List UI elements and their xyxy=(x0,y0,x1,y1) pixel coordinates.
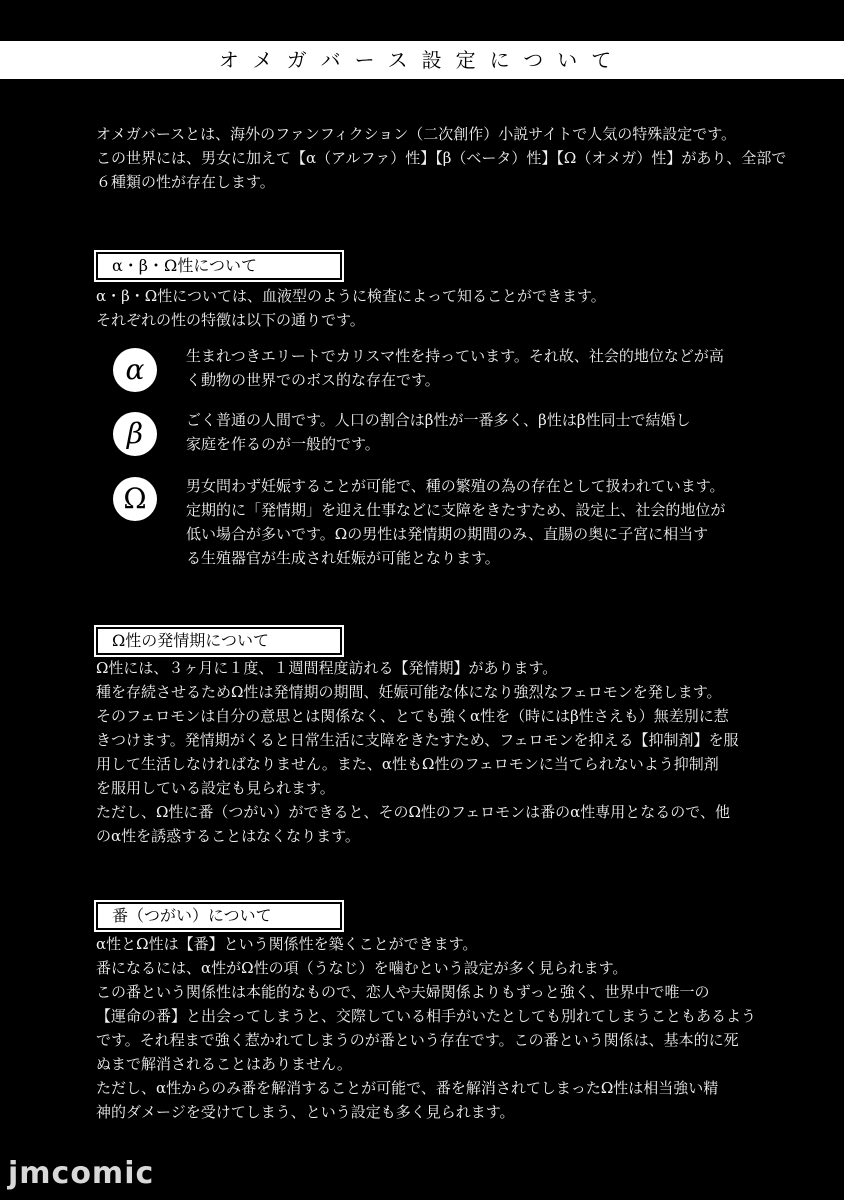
beta-description xyxy=(186,408,756,456)
section3-line: α性とΩ性は【番】という関係性を築くことができます。 xyxy=(96,935,478,953)
section1-line: α・β・Ω性については、血液型のように検査によって知ることができます。 xyxy=(96,287,606,305)
section3-line: ぬまで解消されることはありません。 xyxy=(96,1055,352,1073)
section2-line: のα性を誘惑することはなくなります。 xyxy=(96,827,360,845)
beta-line: ごく普通の人間です。人口の割合はβ性が一番多く、β性はβ性同士で結婚し xyxy=(186,411,691,429)
section2-line: きつけます。発情期がくると日常生活に支障をきたすため、フェロモンを抑える【抑制剤】を服 xyxy=(96,731,739,749)
beta-line: 家庭を作るのが一般的です。 xyxy=(186,435,380,453)
section2-line: を服用している設定も見られます。 xyxy=(96,779,335,797)
section2-line: 用して生活しなければなりません。また、α性もΩ性のフェロモンに当てられないよう抑制剤 xyxy=(96,755,719,773)
alpha-line: く動物の世界でのボス的な存在です。 xyxy=(186,371,440,389)
section3-line: 番になるには、α性がΩ性の項（うなじ）を噛むという設定が多く見られます。 xyxy=(96,959,628,977)
omega-line: 男女問わず妊娠することが可能で、種の繁殖の為の存在として扱われています。 xyxy=(186,477,725,495)
section3-line: この番という関係性は本能的なもので、恋人や夫婦関係よりもずっと強く、世界中で唯一の xyxy=(96,983,710,1001)
omega-line: る生殖器官が生成され妊娠が可能となります。 xyxy=(186,549,500,567)
beta-symbol-icon: β xyxy=(113,412,157,456)
intro-line: この世界には、男女に加えて【α（アルファ）性】【β（ベータ）性】【Ω（オメガ）性】があり、全部で xyxy=(96,149,787,167)
omega-description xyxy=(186,474,756,570)
omega-line: 低い場合が多いです。Ωの男性は発情期の期間のみ、直腸の奥に子宮に相当す xyxy=(186,525,709,543)
page-title: オメガバース設定について xyxy=(0,41,844,79)
section2-line: Ω性には、３ヶ月に１度、１週間程度訪れる【発情期】があります。 xyxy=(96,659,558,677)
omega-symbol-icon: Ω xyxy=(113,477,157,521)
intro-line: オメガバースとは、海外のファンフィクション（二次創作）小説サイトで人気の特殊設定です。 xyxy=(96,125,737,143)
section-heading-alpha-beta-omega: α・β・Ω性について xyxy=(96,252,342,280)
alpha-symbol-icon: α xyxy=(113,348,157,392)
section2-line: ただし、Ω性に番（つがい）ができると、そのΩ性のフェロモンは番のα性専用となるので、他 xyxy=(96,803,730,821)
alpha-line: 生まれつきエリートでカリスマ性を持っています。それ故、社会的地位などが高 xyxy=(186,347,724,365)
section3-paragraph xyxy=(96,932,756,1124)
section3-line: 【運命の番】と出会ってしまうと、交際している相手がいたとしても別れてしまうこともあるよう xyxy=(96,1007,757,1025)
section3-line: ただし、α性からのみ番を解消することが可能で、番を解消されてしまったΩ性は相当強い精 xyxy=(96,1079,719,1097)
section1-line: それぞれの性の特徴は以下の通りです。 xyxy=(96,311,365,329)
section3-line: 神的ダメージを受けてしまう、という設定も多く見られます。 xyxy=(96,1103,515,1121)
intro-paragraph xyxy=(96,122,787,194)
section-heading-heat: Ω性の発情期について xyxy=(96,627,342,655)
section2-line: そのフェロモンは自分の意思とは関係なく、とても強くα性を（時にはβ性さえも）無差別に惹 xyxy=(96,707,729,725)
section1-paragraph xyxy=(96,284,756,332)
section3-line: です。それ程まで強く惹かれてしまうのが番という存在です。この番という関係は、基本的に死 xyxy=(96,1031,739,1049)
watermark-logo: jmcomic xyxy=(8,1156,155,1191)
intro-line: ６種類の性が存在します。 xyxy=(96,173,275,191)
section-heading-bond: 番（つがい）について xyxy=(96,902,342,930)
omega-line: 定期的に「発情期」を迎え仕事などに支障をきたすため、設定上、社会的地位が xyxy=(186,501,726,519)
section2-line: 種を存続させるためΩ性は発情期の期間、妊娠可能な体になり強烈なフェロモンを発します。 xyxy=(96,683,722,701)
alpha-description xyxy=(186,344,756,392)
section2-paragraph xyxy=(96,656,756,848)
